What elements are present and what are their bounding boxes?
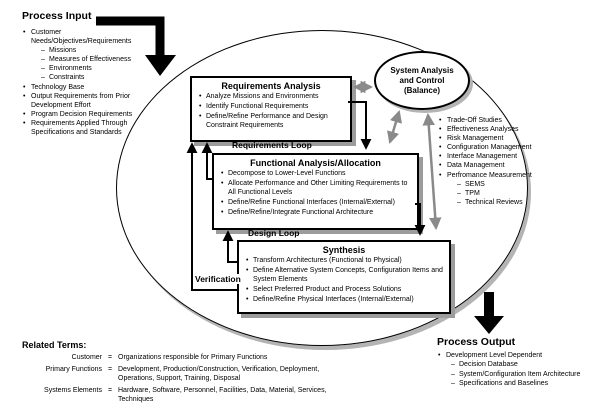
- list-item: • Select Preferred Product and Process Solutions: [245, 286, 445, 295]
- list-item: – System/Configuration Item Architecture: [437, 370, 587, 379]
- list-item: • Define/Refine/Integrate Functional Architecture: [220, 209, 413, 218]
- requirements-analysis-title: Requirements Analysis: [221, 81, 321, 91]
- list-item: • Define/Refine Performance and Design Constraint Requirements: [198, 113, 346, 131]
- list-item: • Data Management: [438, 161, 566, 170]
- list-item: • Risk Management: [438, 134, 566, 143]
- list-item: – Measures of Effectiveness: [22, 55, 158, 64]
- list-item: • Program Decision Requirements: [22, 110, 158, 119]
- list-item: • Development Level Dependent: [437, 351, 587, 360]
- list-item: – TPM: [438, 189, 566, 198]
- list-item: • Output Requirements from Prior Development Effort: [22, 92, 158, 110]
- related-term-definition: Organizations responsible for Primary Functions: [118, 354, 268, 361]
- requirements-analysis-box: [190, 76, 352, 142]
- related-term-definition: Hardware, Software, Personnel, Facilities, Data, Material, Services, Techniques: [118, 387, 327, 404]
- process-output-arrowhead: [474, 316, 504, 334]
- list-item: • Interface Management: [438, 152, 566, 161]
- synthesis-title: Synthesis: [322, 245, 366, 255]
- verification-label: Verification: [195, 274, 241, 284]
- synthesis-box: [237, 240, 451, 314]
- list-item: • Requirements Applied Through Specifications and Standards: [22, 119, 158, 137]
- list-item: • Perfromance Measurement: [438, 171, 566, 180]
- related-term: Primary Functions: [45, 366, 102, 374]
- requirements-loop-label: Requirements Loop: [232, 140, 312, 150]
- list-item: • Define/Refine Functional Interfaces (Internal/External): [220, 199, 413, 208]
- list-item: • Configuration Management: [438, 143, 566, 152]
- list-item: – Technical Reviews: [438, 198, 566, 207]
- control-activities-list: [438, 116, 566, 207]
- list-item: • Allocate Performance and Other Limiting Requirements to All Functional Levels: [220, 180, 413, 198]
- functional-analysis-bullets: [214, 170, 417, 222]
- list-item: • Effectiveness Analyses: [438, 125, 566, 134]
- list-item: – SEMS: [438, 180, 566, 189]
- equals-sign: =: [107, 366, 113, 374]
- related-terms-table: [24, 353, 332, 404]
- list-item: • Decompose to Lower-Level Functions: [220, 170, 413, 179]
- functional-analysis-box: [212, 153, 419, 230]
- list-item: • Customer Needs/Objectives/Requirements: [22, 28, 158, 46]
- list-item: • Identify Functional Requirements: [198, 103, 346, 112]
- process-output-list: [437, 351, 587, 389]
- process-output-title: Process Output: [437, 336, 516, 348]
- functional-analysis-title: Functional Analysis/Allocation: [250, 158, 381, 168]
- list-item: • Transform Architectures (Functional to Physical): [245, 257, 445, 266]
- related-term: Systems Elements: [44, 387, 102, 395]
- list-item: – Constraints: [22, 73, 158, 82]
- ellipse-text-line: and Control: [399, 75, 445, 85]
- list-item: – Missions: [22, 46, 158, 55]
- list-item: – Specifications and Baselines: [437, 379, 587, 388]
- list-item: • Trade-Off Studies: [438, 116, 566, 125]
- system-analysis-control-ellipse: [374, 51, 470, 110]
- equals-sign: =: [107, 387, 113, 395]
- list-item: – Decision Database: [437, 360, 587, 369]
- ellipse-text-line: (Balance): [403, 85, 440, 95]
- ellipse-text-line: System Analysis: [390, 65, 454, 75]
- list-item: • Technology Base: [22, 83, 158, 92]
- list-item: • Analyze Missions and Environments: [198, 93, 346, 102]
- requirements-analysis-bullets: [192, 93, 350, 135]
- process-input-title: Process Input: [22, 10, 92, 22]
- equals-sign: =: [107, 354, 113, 361]
- related-terms-title: Related Terms:: [22, 340, 87, 350]
- related-term-definition: Development, Production/Construction, Verification, Deployment, Operations, Support, Training, Disposal: [118, 366, 320, 383]
- list-item: – Environments: [22, 64, 158, 73]
- design-loop-label: Design Loop: [248, 228, 300, 238]
- list-item: • Define Alternative System Concepts, Configuration Items and System Elements: [245, 267, 445, 285]
- list-item: • Define/Refine Physical Interfaces (Internal/External): [245, 296, 445, 305]
- related-term: Customer: [71, 354, 102, 361]
- synthesis-bullets: [239, 257, 449, 309]
